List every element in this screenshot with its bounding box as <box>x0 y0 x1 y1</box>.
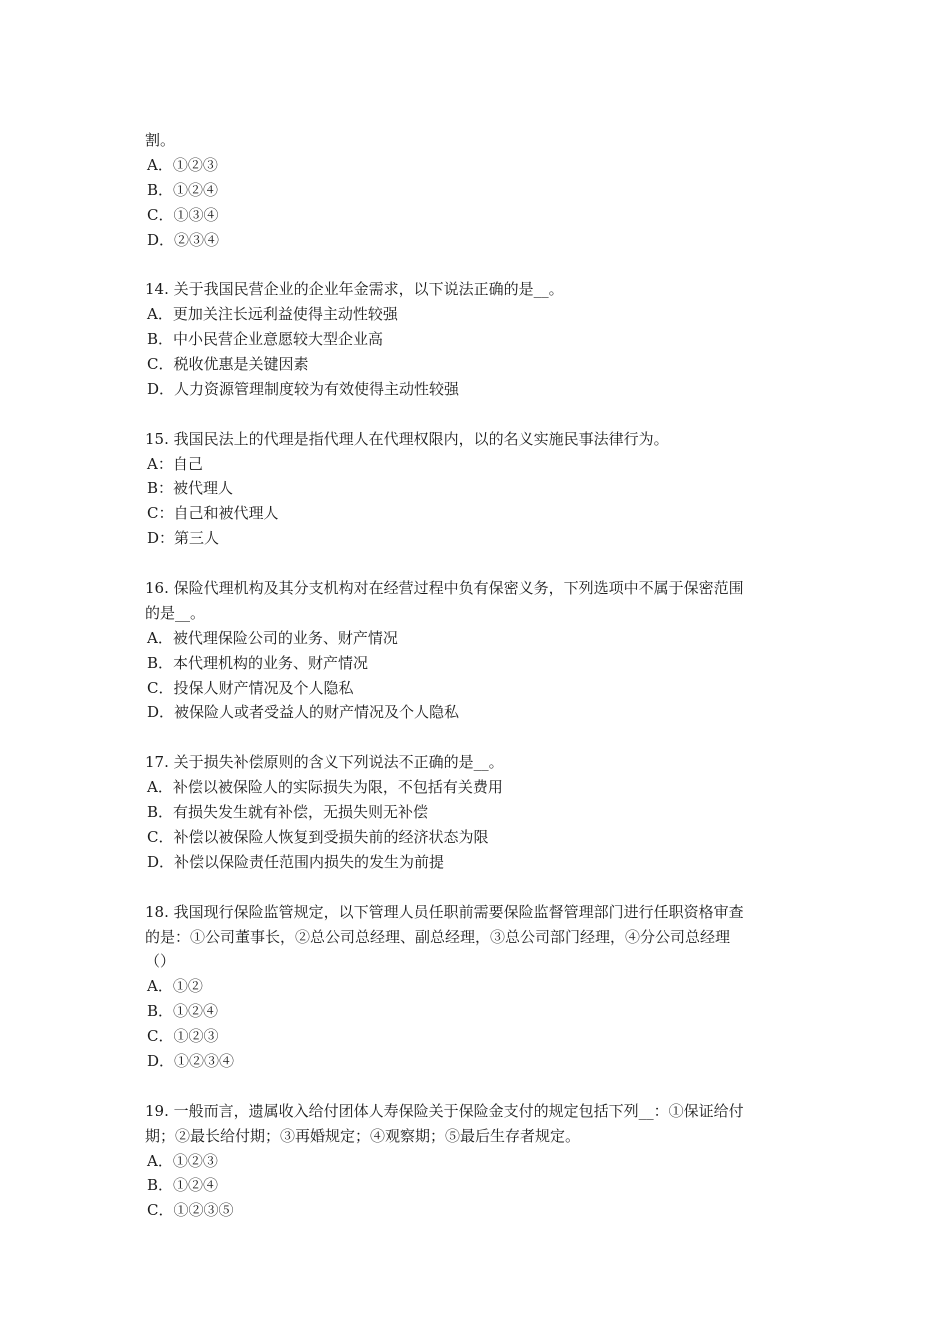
option-a: A．①② <box>147 977 203 996</box>
spacer <box>145 402 810 427</box>
option-d: D．①②③④ <box>147 1051 235 1070</box>
spacer <box>145 725 810 750</box>
option-a: A：自己 <box>147 454 203 473</box>
question-17 <box>145 750 810 874</box>
question-stem-line-2: 的是__。 <box>145 603 206 622</box>
option-a: A．①②③ <box>147 155 218 174</box>
question-stem: 15. 我国民法上的代理是指代理人在代理权限内，以的名义实施民事法律行为。 <box>145 429 669 448</box>
option-b: B．①②④ <box>147 180 219 199</box>
option-d: D．②③④ <box>147 230 220 249</box>
option-b: B．中小民营企业意愿较大型企业高 <box>147 330 384 349</box>
option-b: B．有损失发生就有补偿，无损失则无补偿 <box>147 803 429 822</box>
option-a: A．①②③ <box>147 1151 218 1170</box>
option-c: C．①②③ <box>147 1027 219 1046</box>
question-14 <box>145 277 810 401</box>
question-16 <box>145 576 810 725</box>
option-b: B．①②④ <box>147 1002 219 1021</box>
option-c: C．税收优惠是关键因素 <box>147 355 309 374</box>
spacer <box>145 1074 810 1099</box>
spacer <box>145 252 810 277</box>
question-stem-line-1: 19. 一般而言，遗属收入给付团体人寿保险关于保险金支付的规定包括下列__：①保证给付 <box>145 1101 744 1120</box>
option-a: A．被代理保险公司的业务、财产情况 <box>147 628 398 647</box>
question-stem-line-2: 的是：①公司董事长，②总公司总经理、副总经理，③总公司部门经理，④分公司总经理 <box>145 927 731 946</box>
question-stem: 14. 关于我国民营企业的企业年金需求，以下说法正确的是__。 <box>145 280 564 299</box>
question-stem-line-1: 18. 我国现行保险监管规定，以下管理人员任职前需要保险监督管理部门进行任职资格审查 <box>145 902 744 921</box>
option-d: D．被保险人或者受益人的财产情况及个人隐私 <box>147 703 460 722</box>
option-a: A．补偿以被保险人的实际损失为限，不包括有关费用 <box>147 778 503 797</box>
option-c: C．投保人财产情况及个人隐私 <box>147 678 354 697</box>
option-d: D：第三人 <box>147 529 220 548</box>
option-c: C．①③④ <box>147 205 219 224</box>
spacer <box>145 551 810 576</box>
option-c: C．①②③⑤ <box>147 1201 234 1220</box>
spacer <box>145 875 810 900</box>
question-13-continuation <box>145 128 810 252</box>
option-c: C．补偿以被保险人恢复到受损失前的经济状态为限 <box>147 827 489 846</box>
question-19 <box>145 1099 810 1223</box>
option-b: B．①②④ <box>147 1176 219 1195</box>
question-stem-line-2: 期；②最长给付期；③再婚规定；④观察期；⑤最后生存者规定。 <box>145 1126 581 1145</box>
question-18 <box>145 900 810 1074</box>
question-stem: 17. 关于损失补偿原则的含义下列说法不正确的是__。 <box>145 753 504 772</box>
question-stem-line-1: 16. 保险代理机构及其分支机构对在经营过程中负有保密义务，下列选项中不属于保密范围 <box>145 579 744 598</box>
question-15 <box>145 427 810 551</box>
option-d: D．补偿以保险责任范围内损失的发生为前提 <box>147 852 445 871</box>
option-a: A．更加关注长远利益使得主动性较强 <box>147 305 398 324</box>
option-c: C：自己和被代理人 <box>147 504 279 523</box>
option-b: B．本代理机构的业务、财产情况 <box>147 653 369 672</box>
option-b: B：被代理人 <box>147 479 234 498</box>
document-page <box>145 128 810 1223</box>
question-stem-tail: 割。 <box>145 131 176 149</box>
question-stem-line-3: （） <box>145 952 176 971</box>
option-d: D．人力资源管理制度较为有效使得主动性较强 <box>147 379 460 398</box>
